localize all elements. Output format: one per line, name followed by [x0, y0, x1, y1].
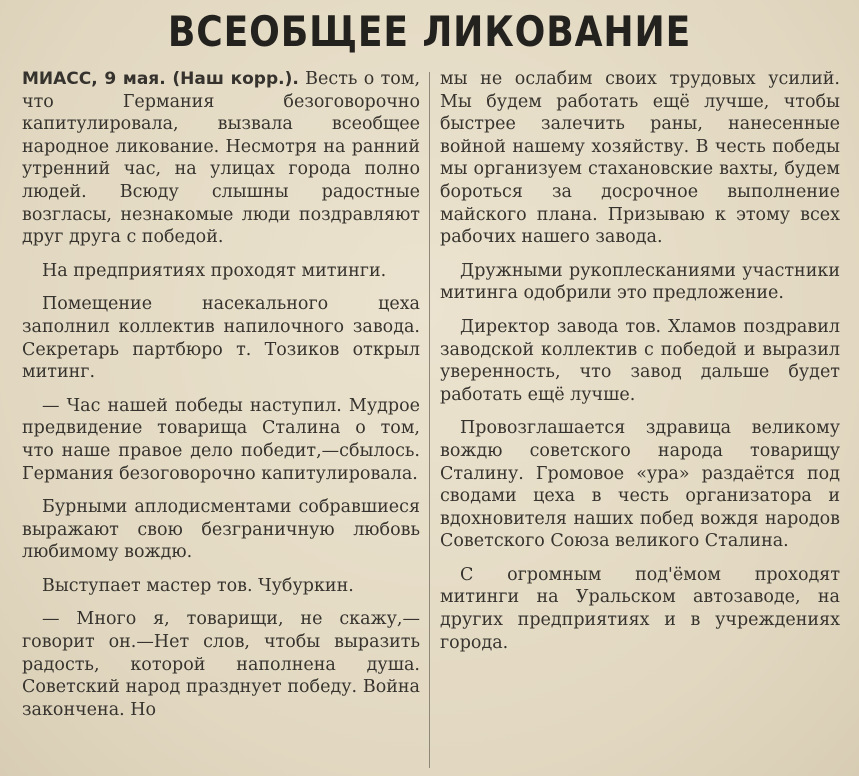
- paragraph-8: мы не ослабим своих трудовых усилий. Мы будем работать ещё лучше, чтобы быстрее залечить раны, нанесенные войной нашему хозяйству. В честь победы мы организуем стахановские вахты, будем бороться за досрочное выполнение майского плана. Призываю к этому всех рабочих нашего завода.: [440, 69, 840, 248]
- paragraph-4: — Час нашей победы наступил. Мудрое предвидение товарища Сталина о том, что наше правое дело победит,—сбылось. Германия безоговорочно капитулировала.: [22, 395, 420, 484]
- paragraph-1: [22, 68, 420, 249]
- right-column: [440, 68, 840, 665]
- paragraph-1-text: Весть о том, что Германия безоговорочно капитулировала, вызвала всеобщее народное ликование. Несмотря на ранний утренний час, на улицах города полно людей. Всюду слышны радостные возгласы, незнакомые люди поздравляют друг друга с победой.: [22, 69, 421, 248]
- paragraph-10: Директор завода тов. Хламов поздравил заводской коллектив с победой и выразил уверенность, что завод дальше будет работать ещё лучше.: [440, 316, 840, 405]
- paragraph-2: На предприятиях проходят митинги.: [42, 260, 387, 281]
- paragraph-5: Бурными аплодисментами собравшиеся выражают свою безграничную любовь любимому вождю.: [22, 497, 420, 563]
- paragraph-3: Помещение насекального цеха заполнил коллектив напилочного завода. Секретарь партбюро т. Тозиков открыл митинг.: [22, 294, 420, 383]
- paragraph-12: С огромным под'ёмом проходят митинги на Уральском автозаводе, на других предприятиях и в учреждениях города.: [440, 564, 840, 653]
- left-column: [22, 68, 420, 732]
- paragraph-6: Выступает мастер тов. Чубуркин.: [42, 575, 354, 596]
- paragraph-7: — Много я, товарищи, не скажу,—говорит он.—Нет слов, чтобы выразить радость, которой наполнена душа. Советский народ празднует победу. Война закончена. Но: [22, 609, 420, 720]
- column-divider: [429, 72, 430, 768]
- paragraph-9: Дружными рукоплесканиями участники митинга одобрили это предложение.: [440, 260, 840, 304]
- paragraph-11: Провозглашается здравица великому вождю советского народа товарищу Сталину. Громовое «ура» раздаётся под сводами цеха в честь организатора и вдохновителя наших побед вождя народов Советского Союза великого Сталина.: [440, 418, 840, 552]
- dateline: МИАСС, 9 мая. (Наш корр.).: [22, 69, 299, 89]
- headline: ВСЕОБЩЕЕ ЛИКОВАНИЕ: [167, 7, 692, 56]
